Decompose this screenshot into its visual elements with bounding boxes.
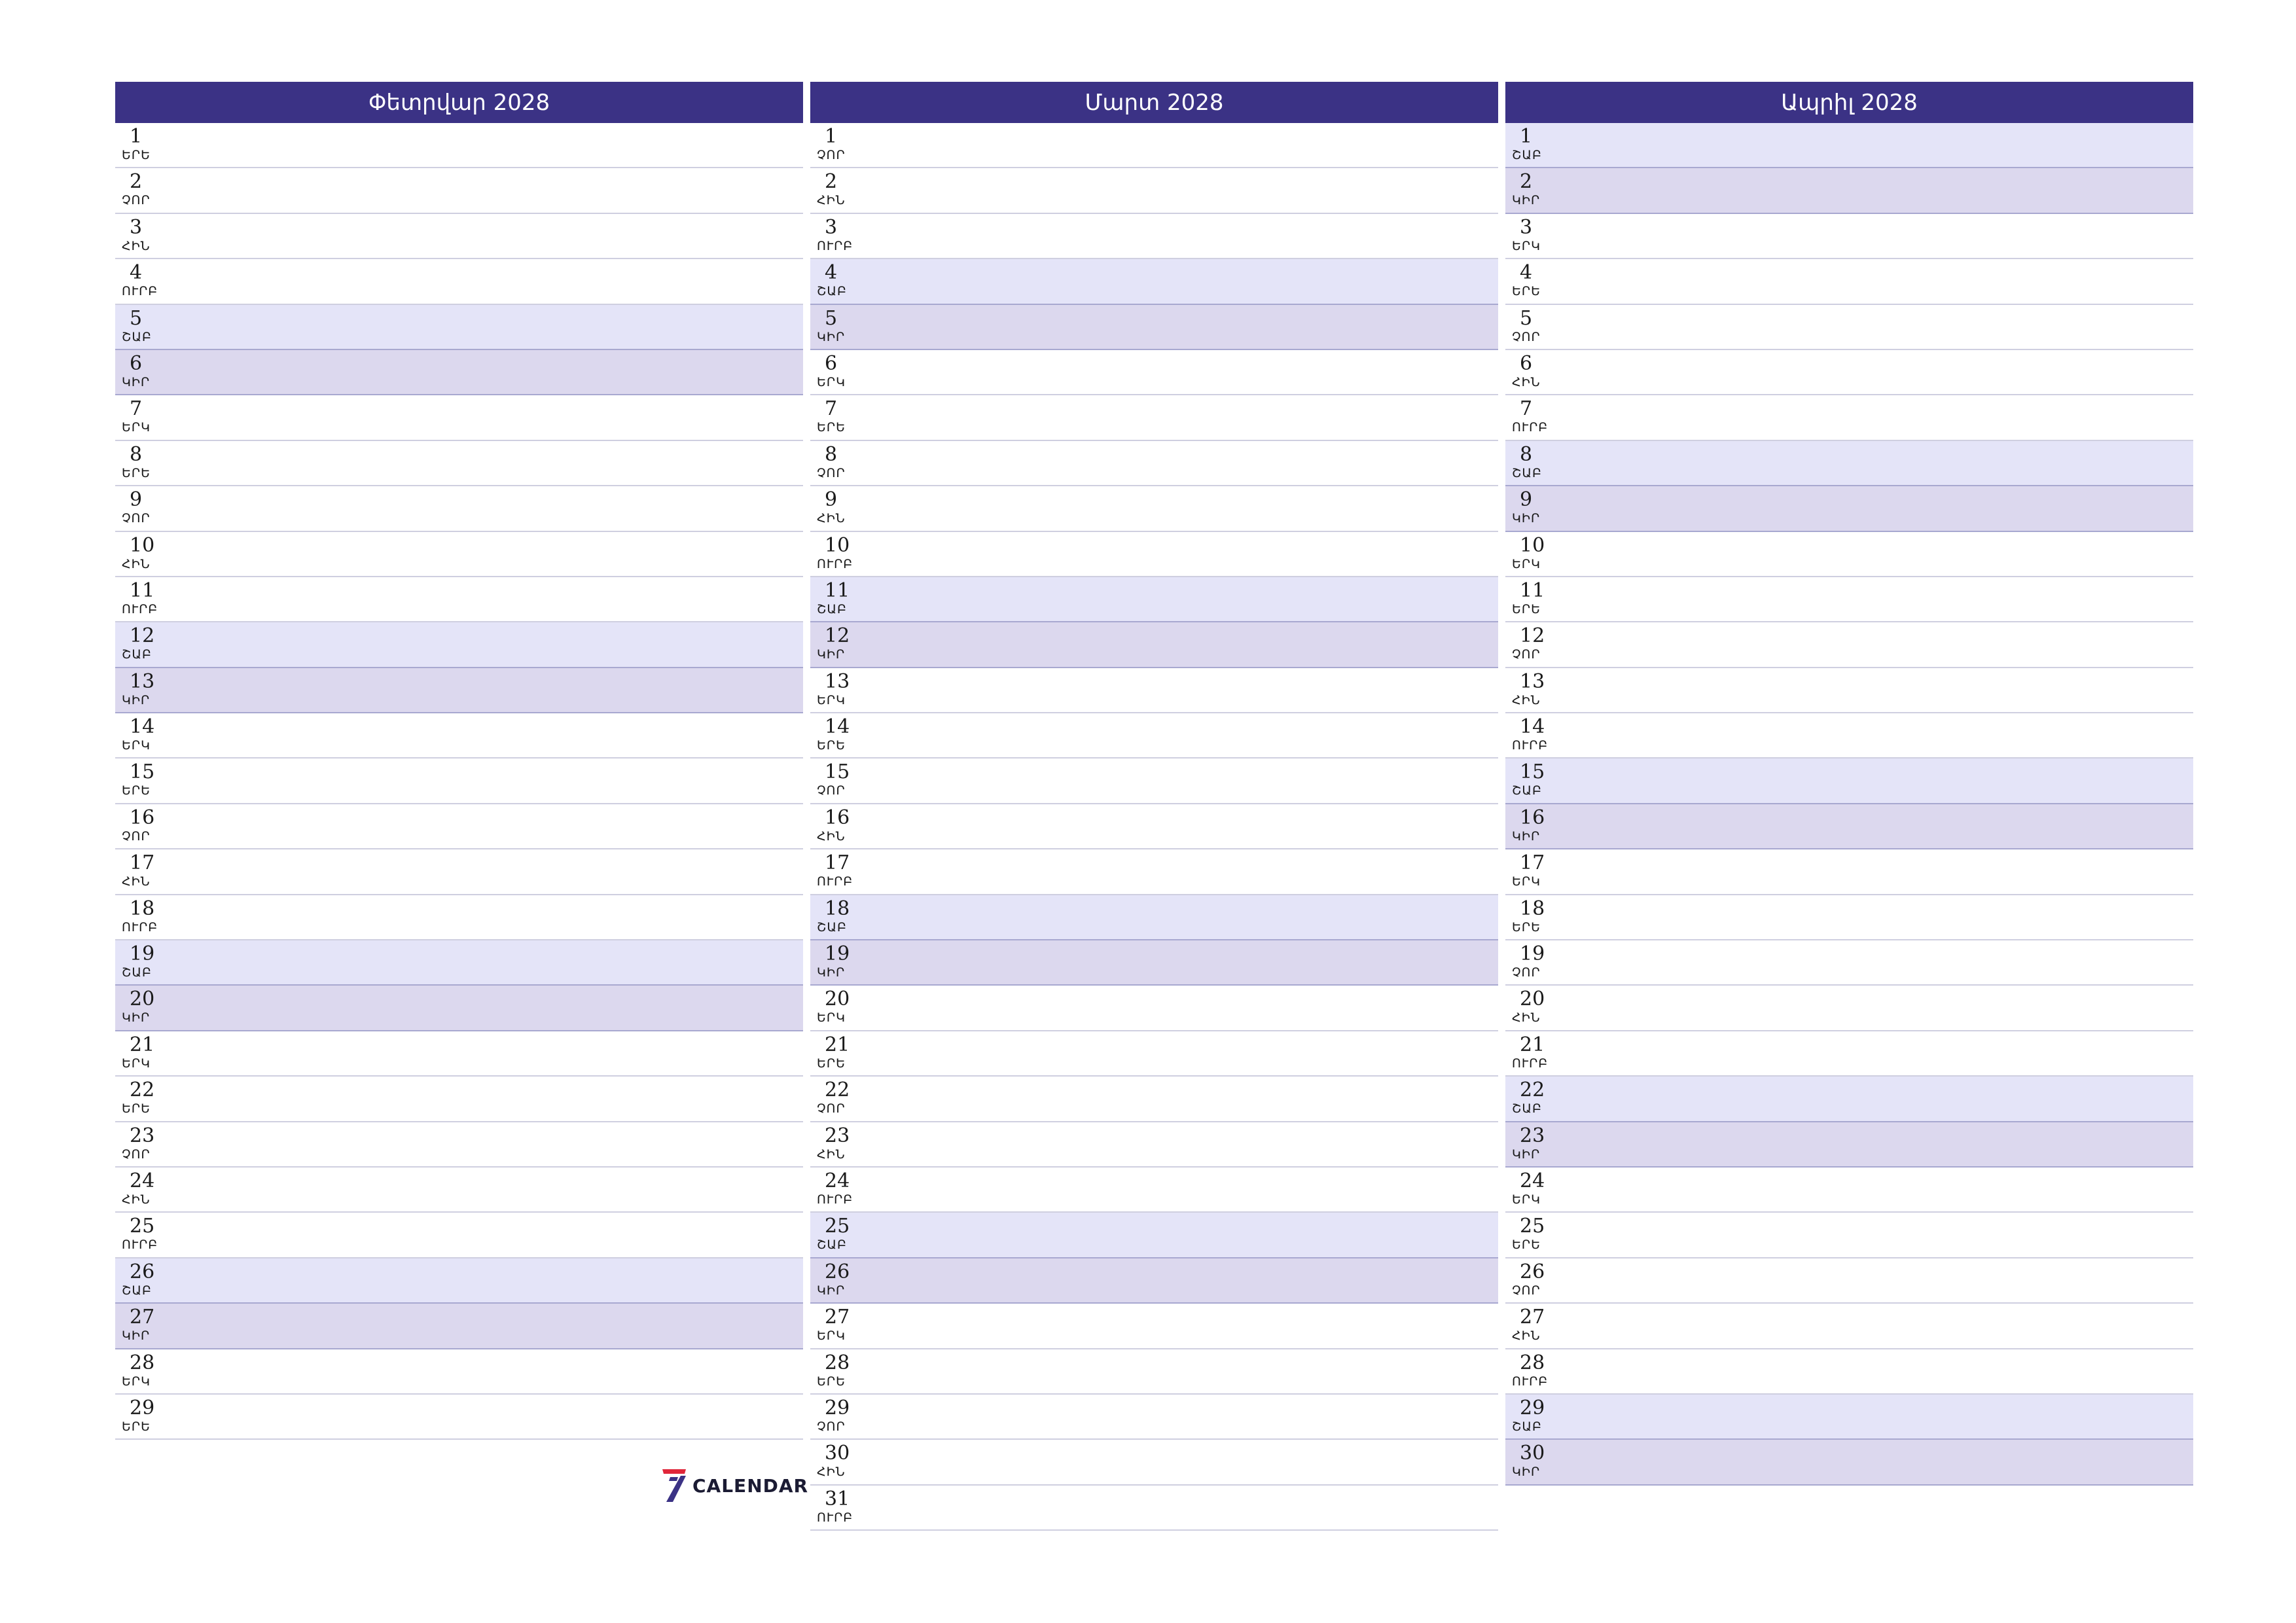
day-number: 21 [825,1033,850,1056]
weekday-name: ՈՒՐԲ [817,874,853,889]
day-number: 29 [825,1396,850,1419]
weekday-name: ՈՒՐԲ [122,284,158,299]
day-number: 30 [1520,1442,1545,1465]
day-number: 23 [825,1124,850,1147]
day-number: 7 [130,397,143,421]
weekday-name: ՉՈՐ [122,511,151,526]
weekday-name: ԵՐԵ [122,1419,151,1434]
day-number: 15 [1520,760,1545,784]
day-number: 16 [1520,806,1545,829]
weekday-name: ՇԱԲ [1512,1101,1542,1116]
day-row [1505,259,2193,304]
day-number: 29 [1520,1396,1545,1419]
day-row [115,713,803,758]
day-row [1505,123,2193,168]
weekday-name: ԵՐԵ [817,738,846,753]
day-number: 18 [130,897,155,920]
day-row [810,1349,1498,1395]
day-number: 8 [130,442,143,466]
day-row [810,168,1498,213]
day-number: 14 [1520,715,1545,739]
day-number: 6 [825,351,838,375]
day-number: 2 [825,170,838,194]
day-row [1505,305,2193,350]
day-row [810,758,1498,804]
day-row [1505,1213,2193,1258]
weekday-name: ՉՈՐ [122,1147,151,1162]
logo-text: CALENDAR [692,1474,809,1497]
weekday-name: ԵՐԿ [817,374,846,389]
weekday-name: ՈՒՐԲ [122,601,158,616]
weekday-name: ՉՈՐ [1512,647,1541,662]
day-row [1505,1304,2193,1349]
day-number: 2 [130,170,143,194]
weekday-name: ՇԱԲ [122,329,152,344]
weekday-name: ՉՈՐ [122,829,151,844]
weekday-name: ԵՐԿ [122,738,151,753]
day-number: 30 [825,1442,850,1465]
day-row [115,1258,803,1304]
month-april [1505,82,2193,1486]
day-number: 10 [825,533,850,557]
day-number: 25 [130,1215,155,1238]
day-row [810,1213,1498,1258]
day-number: 29 [130,1396,155,1419]
day-number: 18 [1520,897,1545,920]
day-number: 14 [130,715,155,739]
weekday-name: ԿԻՐ [817,1283,846,1298]
day-row [115,1349,803,1395]
day-row [1505,940,2193,986]
day-number: 7 [825,397,838,421]
weekday-name: ՀԻՆ [817,829,846,844]
day-list [810,123,1498,1531]
day-row [1505,1168,2193,1213]
day-number: 12 [825,624,850,648]
day-row [1505,1122,2193,1168]
weekday-name: ԵՐԿ [122,1056,151,1071]
weekday-name: ՇԱԲ [1512,148,1542,162]
day-row [1505,350,2193,395]
day-row [115,1304,803,1349]
weekday-name: ՉՈՐ [1512,965,1541,980]
day-number: 17 [1520,851,1545,875]
day-row [115,1122,803,1168]
weekday-name: ՀԻՆ [122,556,151,571]
day-row [115,259,803,304]
day-number: 5 [1520,306,1533,330]
weekday-name: ԵՐԵ [817,1056,846,1071]
day-row [810,1122,1498,1168]
weekday-name: ՈՒՐԲ [817,238,853,253]
day-row [810,849,1498,895]
weekday-name: ԵՐԵ [122,783,151,798]
day-row [810,986,1498,1031]
day-number: 27 [1520,1306,1545,1329]
day-number: 6 [130,351,143,375]
weekday-name: ՀԻՆ [1512,1010,1541,1026]
month-title: Մարտ 2028 [810,82,1498,123]
weekday-name: ՇԱԲ [817,919,847,935]
day-number: 15 [130,760,155,784]
weekday-name: ՉՈՐ [122,193,151,208]
day-number: 12 [130,624,155,648]
weekday-name: ԵՐԵ [1512,284,1541,299]
day-row [1505,895,2193,940]
day-row [810,486,1498,531]
day-row [1505,986,2193,1031]
day-number: 6 [1520,351,1533,375]
weekday-name: ՉՈՐ [817,1101,846,1116]
day-number: 11 [130,579,155,602]
weekday-name: ԿԻՐ [1512,193,1541,208]
day-row [810,1031,1498,1077]
day-list [115,123,803,1440]
day-number: 25 [825,1215,850,1238]
weekday-name: ԿԻՐ [122,692,151,707]
day-row [115,1213,803,1258]
weekday-name: ՇԱԲ [1512,783,1542,798]
weekday-name: ՇԱԲ [817,1238,847,1253]
day-row [115,849,803,895]
day-number: 22 [825,1079,850,1102]
weekday-name: ՀԻՆ [1512,1329,1541,1344]
day-row [1505,1077,2193,1122]
day-number: 28 [825,1351,850,1374]
weekday-name: ՀԻՆ [817,1465,846,1480]
day-row [115,168,803,213]
day-row [115,123,803,168]
day-number: 27 [825,1306,850,1329]
day-number: 13 [825,669,850,693]
day-row [115,895,803,940]
day-number: 23 [1520,1124,1545,1147]
day-list [1505,123,2193,1486]
weekday-name: ՀԻՆ [122,874,151,889]
day-row [115,1077,803,1122]
weekday-name: ՈՒՐԲ [817,1510,853,1525]
day-number: 18 [825,897,850,920]
weekday-name: ՉՈՐ [817,465,846,480]
day-number: 3 [825,215,838,239]
weekday-name: ՈՒՐԲ [122,919,158,935]
day-number: 26 [130,1260,155,1283]
day-row [115,214,803,259]
day-row [810,123,1498,168]
day-row [1505,577,2193,622]
day-row [810,713,1498,758]
day-row [1505,441,2193,486]
day-number: 17 [130,851,155,875]
day-number: 3 [1520,215,1533,239]
day-number: 31 [825,1487,850,1510]
weekday-name: ՇԱԲ [817,284,847,299]
day-row [115,441,803,486]
day-row [810,940,1498,986]
day-number: 25 [1520,1215,1545,1238]
day-number: 1 [1520,125,1533,148]
day-number: 7 [1520,397,1533,421]
day-row [115,804,803,849]
weekday-name: ԵՐԿ [1512,874,1541,889]
weekday-name: ԵՐԵ [817,420,846,435]
day-number: 20 [1520,988,1545,1011]
day-row [810,622,1498,668]
weekday-name: ՀԻՆ [817,511,846,526]
day-row [810,259,1498,304]
weekday-name: ՈՒՐԲ [1512,420,1549,435]
day-number: 28 [1520,1351,1545,1374]
weekday-name: ԿԻՐ [817,965,846,980]
day-number: 26 [1520,1260,1545,1283]
weekday-name: ՀԻՆ [122,1192,151,1207]
day-number: 1 [130,125,143,148]
day-number: 10 [1520,533,1545,557]
weekday-name: ՇԱԲ [122,647,152,662]
day-row [1505,1031,2193,1077]
weekday-name: ՇԱԲ [1512,1419,1542,1434]
day-row [810,1395,1498,1440]
day-number: 20 [825,988,850,1011]
day-number: 12 [1520,624,1545,648]
weekday-name: ՀԻՆ [1512,692,1541,707]
weekday-name: ՈՒՐԲ [1512,738,1549,753]
weekday-name: ՀԻՆ [1512,374,1541,389]
day-number: 22 [130,1079,155,1102]
day-number: 9 [130,488,143,512]
weekday-name: ԵՐԵ [122,465,151,480]
weekday-name: ԵՐԵ [1512,919,1541,935]
weekday-name: ՉՈՐ [1512,329,1541,344]
weekday-name: ՉՈՐ [817,148,846,162]
weekday-name: ԿԻՐ [122,1329,151,1344]
day-number: 4 [825,261,838,285]
day-number: 19 [1520,942,1545,966]
day-number: 14 [825,715,850,739]
weekday-name: ԿԻՐ [122,374,151,389]
day-row [115,1395,803,1440]
day-row [115,668,803,713]
weekday-name: ՀԻՆ [122,238,151,253]
calendar-logo [661,1468,808,1503]
day-number: 27 [130,1306,155,1329]
day-row [1505,758,2193,804]
day-number: 21 [1520,1033,1545,1056]
day-number: 5 [825,306,838,330]
day-number: 26 [825,1260,850,1283]
day-row [115,1168,803,1213]
weekday-name: ԵՐԿ [1512,238,1541,253]
day-row [115,532,803,577]
day-row [810,1077,1498,1122]
day-number: 24 [130,1169,155,1192]
day-number: 15 [825,760,850,784]
day-number: 11 [825,579,850,602]
weekday-name: ՉՈՐ [817,1419,846,1434]
weekday-name: ԵՐԵ [1512,601,1541,616]
day-row [1505,1258,2193,1304]
seven-calendar-logo-icon [661,1468,687,1503]
day-number: 8 [1520,442,1533,466]
weekday-name: ՀԻՆ [817,1147,846,1162]
day-number: 19 [825,942,850,966]
day-number: 24 [825,1169,850,1192]
day-number: 24 [1520,1169,1545,1192]
weekday-name: ՈՒՐԲ [817,1192,853,1207]
weekday-name: ԵՐԵ [122,148,151,162]
day-row [810,532,1498,577]
day-row [810,441,1498,486]
day-row [1505,486,2193,531]
day-number: 21 [130,1033,155,1056]
day-row [1505,1440,2193,1485]
day-number: 17 [825,851,850,875]
weekday-name: ՈՒՐԲ [1512,1374,1549,1389]
day-row [810,1440,1498,1485]
month-title: Ապրիլ 2028 [1505,82,2193,123]
day-row [1505,532,2193,577]
day-number: 19 [130,942,155,966]
day-number: 28 [130,1351,155,1374]
month-march [810,82,1498,1531]
weekday-name: ՇԱԲ [1512,465,1542,480]
weekday-name: ԵՐԵ [817,1374,846,1389]
day-row [115,395,803,440]
day-row [115,622,803,668]
weekday-name: ԿԻՐ [1512,1147,1541,1162]
day-number: 3 [130,215,143,239]
day-row [1505,849,2193,895]
day-row [810,1486,1498,1531]
day-number: 11 [1520,579,1545,602]
day-number: 16 [130,806,155,829]
weekday-name: ԵՐԿ [122,420,151,435]
weekday-name: ԿԻՐ [1512,511,1541,526]
day-number: 9 [1520,488,1533,512]
day-row [810,214,1498,259]
day-row [115,758,803,804]
day-number: 5 [130,306,143,330]
day-number: 20 [130,988,155,1011]
day-row [810,895,1498,940]
weekday-name: ԵՐԿ [1512,1192,1541,1207]
day-row [115,350,803,395]
day-row [115,486,803,531]
day-row [1505,214,2193,259]
day-row [1505,168,2193,213]
weekday-name: ԵՐԿ [817,1010,846,1026]
day-number: 13 [1520,669,1545,693]
weekday-name: ՉՈՐ [817,783,846,798]
weekday-name: ՈՒՐԲ [1512,1056,1549,1071]
weekday-name: ԿԻՐ [1512,829,1541,844]
day-row [1505,804,2193,849]
weekday-name: ԵՐԿ [817,692,846,707]
month-february [115,82,803,1440]
day-row [810,1168,1498,1213]
day-number: 16 [825,806,850,829]
weekday-name: ՉՈՐ [1512,1283,1541,1298]
weekday-name: ՇԱԲ [122,1283,152,1298]
weekday-name: ՈՒՐԲ [817,556,853,571]
month-title: Փետրվար 2028 [115,82,803,123]
weekday-name: ՈՒՐԲ [122,1238,158,1253]
day-number: 4 [130,261,143,285]
weekday-name: ՇԱԲ [122,965,152,980]
weekday-name: ԿԻՐ [817,647,846,662]
day-number: 22 [1520,1079,1545,1102]
day-row [115,305,803,350]
day-row [1505,713,2193,758]
day-row [1505,1349,2193,1395]
day-row [810,1258,1498,1304]
weekday-name: ԵՐԿ [1512,556,1541,571]
day-number: 10 [130,533,155,557]
weekday-name: ԵՐԿ [817,1329,846,1344]
day-row [810,350,1498,395]
day-row [810,305,1498,350]
day-row [115,986,803,1031]
day-row [115,1031,803,1077]
day-row [1505,1395,2193,1440]
day-row [115,577,803,622]
weekday-name: ԵՐԵ [1512,1238,1541,1253]
day-row [810,395,1498,440]
day-row [115,940,803,986]
day-row [1505,668,2193,713]
day-number: 23 [130,1124,155,1147]
day-row [810,804,1498,849]
day-row [1505,395,2193,440]
weekday-name: ԿԻՐ [1512,1465,1541,1480]
weekday-name: ԵՐԿ [122,1374,151,1389]
day-row [810,1304,1498,1349]
day-row [1505,622,2193,668]
day-number: 13 [130,669,155,693]
day-number: 2 [1520,170,1533,194]
day-number: 1 [825,125,838,148]
day-number: 9 [825,488,838,512]
weekday-name: ՀԻՆ [817,193,846,208]
day-row [810,577,1498,622]
weekday-name: ՇԱԲ [817,601,847,616]
day-row [810,668,1498,713]
day-number: 4 [1520,261,1533,285]
weekday-name: ԿԻՐ [817,329,846,344]
weekday-name: ԵՐԵ [122,1101,151,1116]
weekday-name: ԿԻՐ [122,1010,151,1026]
day-number: 8 [825,442,838,466]
